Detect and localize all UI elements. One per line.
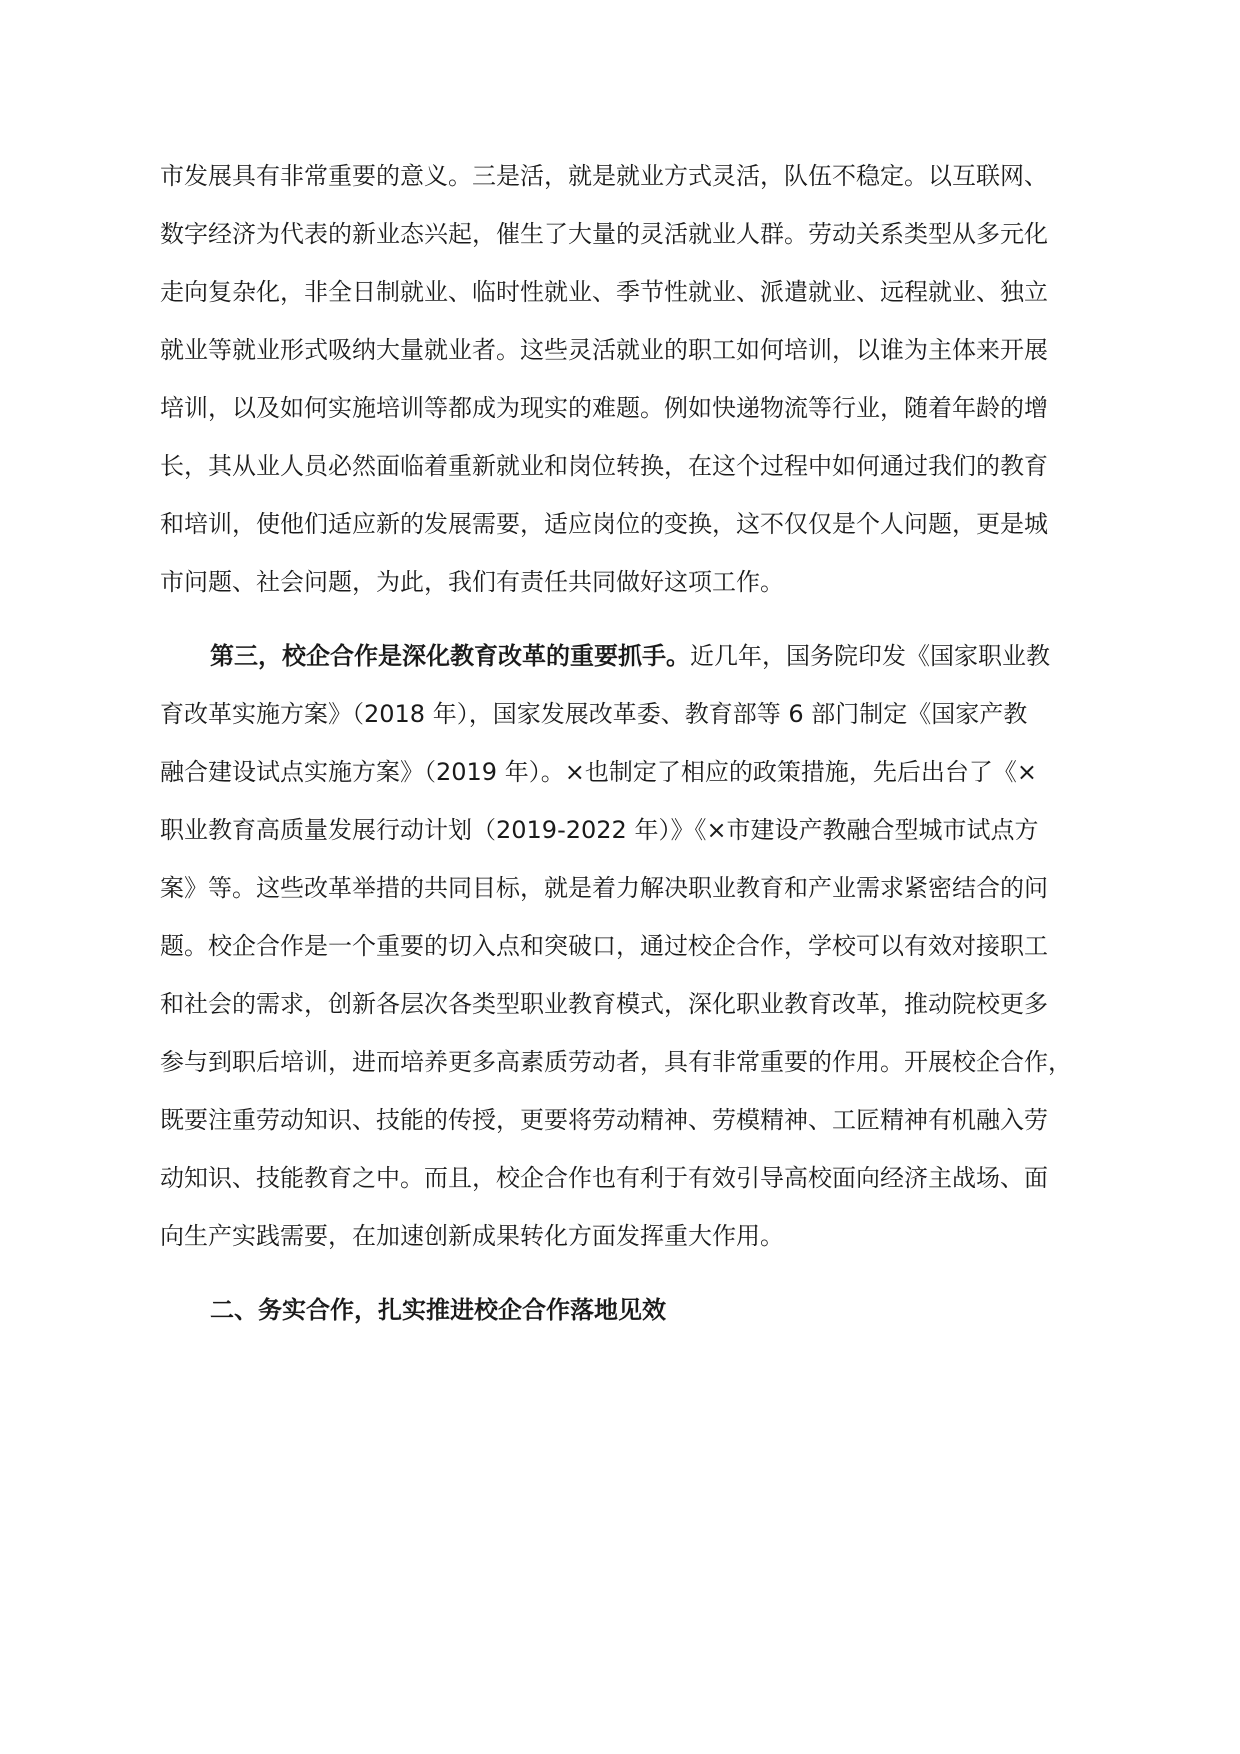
- paragraph2-line-10: 动知识、技能教育之中。而且，校企合作也有利于有效引导高校面向经济主战场、面: [160, 1164, 1048, 1192]
- paragraph1-line-1: 市发展具有非常重要的意义。三是活，就是就业方式灵活，队伍不稳定。以互联网、: [160, 162, 1048, 190]
- paragraph2-first-line-rest: 近几年，国务院印发《国家职业教: [690, 642, 1050, 670]
- paragraph2-line-4: 职业教育高质量发展行动计划（2019-2022 年）》《×市建设产教融合型城市试点方: [160, 816, 1039, 844]
- paragraph1-line-3: 走向复杂化，非全日制就业、临时性就业、季节性就业、派遣就业、远程就业、独立: [160, 278, 1048, 306]
- paragraph2-line-7: 和社会的需求，创新各层次各类型职业教育模式，深化职业教育改革，推动院校更多: [160, 990, 1048, 1018]
- paragraph2-lead: 第三，校企合作是深化教育改革的重要抓手。: [210, 642, 690, 670]
- paragraph2-line-11: 向生产实践需要，在加速创新成果转化方面发挥重大作用。: [160, 1222, 784, 1250]
- paragraph2-line-6: 题。校企合作是一个重要的切入点和突破口，通过校企合作，学校可以有效对接职工: [160, 932, 1048, 960]
- paragraph1-line-8: 市问题、社会问题，为此，我们有责任共同做好这项工作。: [160, 568, 784, 596]
- paragraph2-line-5: 案》等。这些改革举措的共同目标，就是着力解决职业教育和产业需求紧密结合的问: [160, 874, 1048, 902]
- paragraph1-line-2: 数字经济为代表的新业态兴起，催生了大量的灵活就业人群。劳动关系类型从多元化: [160, 220, 1048, 248]
- paragraph1-line-6: 长，其从业人员必然面临着重新就业和岗位转换，在这个过程中如何通过我们的教育: [160, 452, 1048, 480]
- paragraph2-line-8: 参与到职后培训，进而培养更多高素质劳动者，具有非常重要的作用。开展校企合作，: [160, 1048, 1072, 1076]
- paragraph2-line-2: 育改革实施方案》（2018 年），国家发展改革委、教育部等 6 部门制定《国家产教: [160, 700, 1028, 728]
- paragraph2-line-3: 融合建设试点实施方案》（2019 年）。×也制定了相应的政策措施，先后出台了《×: [160, 758, 1037, 786]
- paragraph2-line-1: [210, 639, 1050, 673]
- paragraph1-line-5: 培训，以及如何实施培训等都成为现实的难题。例如快递物流等行业，随着年龄的增: [160, 394, 1048, 422]
- body-text: [160, 0, 1100, 1754]
- paragraph2-line-9: 既要注重劳动知识、技能的传授，更要将劳动精神、劳模精神、工匠精神有机融入劳: [160, 1106, 1048, 1134]
- section-heading: 二、务实合作，扎实推进校企合作落地见效: [210, 1296, 666, 1324]
- paragraph1-line-7: 和培训，使他们适应新的发展需要，适应岗位的变换，这不仅仅是个人问题，更是城: [160, 510, 1048, 538]
- paragraph1-line-4: 就业等就业形式吸纳大量就业者。这些灵活就业的职工如何培训，以谁为主体来开展: [160, 336, 1048, 364]
